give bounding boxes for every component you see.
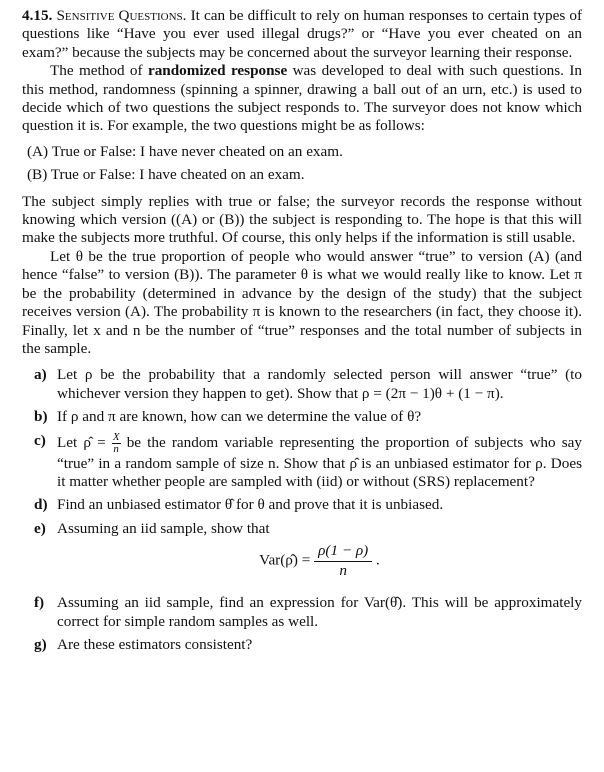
equation-lhs: Var(ρ̂) = [259, 551, 311, 569]
part-label: a) [34, 366, 47, 384]
part-d [22, 496, 582, 514]
part-text-post: be the random variable representing the proportion of subjects who say “true” in a random sample of size n. Show that ρ̂ is an unbiased estimator for ρ. Does it matter whether people are sampled with (iid) or without (SRS) replacement? [57, 433, 582, 490]
paragraph-reply: The subject simply replies with true or false; the surveyor records the response without knowing which version ((A) or (B)) the subject is responding to. The hope is that this will make the subjects more truthful. Of course, this only helps if the information is still usable. [22, 192, 582, 247]
part-label: c) [34, 431, 46, 449]
para2-post: was developed to deal with such questions. In this method, randomness (spinning a spinner, drawing a ball out of an urn, etc.) is used to decide which of two questions the subject responds to. The surveyor does not know which question it is. For example, the two questions might be as follows: [22, 62, 582, 135]
part-label: g) [34, 635, 47, 653]
part-text: Assuming an iid sample, find an expression for Var(θ̂). This will be approximately correct for simple random samples as well. [57, 594, 582, 630]
question-options [22, 143, 582, 185]
part-label: b) [34, 408, 48, 426]
part-c [22, 432, 582, 492]
part-label: d) [34, 496, 48, 514]
part-text: Find an unbiased estimator θ̂ for θ and prove that it is unbiased. [57, 496, 444, 514]
fraction-denominator: n [113, 442, 119, 455]
part-a [22, 366, 582, 403]
part-text: Are these estimators consistent? [57, 635, 253, 653]
part-label: e) [34, 519, 46, 537]
part-g [22, 636, 582, 654]
part-text-pre: Let ρ̂ = [57, 433, 106, 451]
para2-pre: The method of [50, 62, 143, 80]
part-label: f) [34, 594, 45, 612]
intro-text: It can be difficult to rely on human responses to certain types of questions like “Have you ever used illegal drugs?” or “Have you ever cheated on an exam?” because the subjects may be concerned about the surveyor learning their response. [22, 7, 583, 61]
fraction-x-over-n [112, 432, 121, 455]
parts-list [22, 366, 582, 654]
fraction-numerator: X [112, 430, 120, 443]
part-f [22, 594, 582, 631]
part-text: Let ρ be the probability that a randomly selected person will answer “true” (to whichever version they happen to get). Show that ρ = (2π − 1)θ + (1 − π). [57, 366, 582, 402]
equation-period: . [376, 551, 380, 569]
option-b: (B) True or False: I have cheated on an exam. [27, 166, 305, 184]
para2-bold: randomized response [147, 62, 288, 80]
part-text: Assuming an iid sample, show that [57, 519, 270, 537]
equation-denominator: n [339, 561, 347, 579]
paragraph-method [22, 62, 582, 136]
problem-title: Sensitive Questions. [56, 7, 187, 24]
equation-fraction [314, 542, 372, 580]
paragraph-definitions: Let θ be the true proportion of people who would answer “true” to version (A) (and hence “false” to version (B)). The parameter θ is what we would really like to know. Let π be the probability (determined in advance by the design of the study) that the subject receives version (A). The probability π is known to the researchers (in fact, they choose it). Finally, let x and n be the number of “true” responses and the total number of subjects in the sample. [22, 247, 582, 357]
problem-intro [22, 7, 582, 62]
part-text: If ρ and π are known, how can we determine the value of θ? [57, 408, 422, 426]
part-b [22, 408, 582, 426]
equation-numerator: ρ(1 − ρ) [314, 542, 372, 561]
variance-equation [57, 542, 582, 586]
problem-number: 4.15. [22, 7, 53, 24]
option-a: (A) True or False: I have never cheated on an exam. [27, 142, 343, 160]
part-e [22, 520, 582, 586]
